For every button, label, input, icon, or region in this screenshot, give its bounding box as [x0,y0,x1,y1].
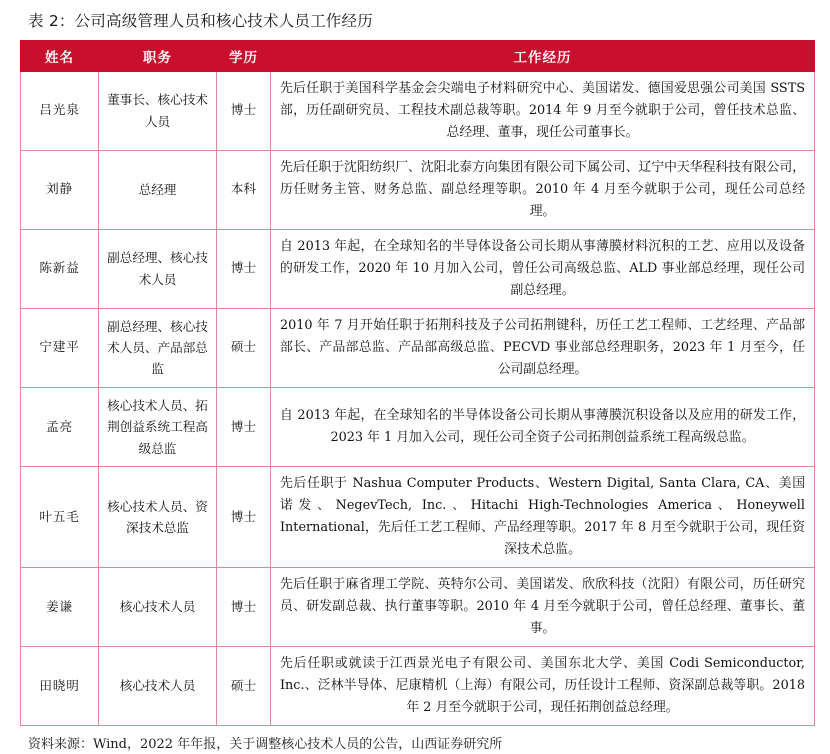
executives-table [20,40,815,726]
cell-name: 姜谦 [21,567,99,646]
cell-position: 核心技术人员 [99,646,217,725]
cell-experience: 自 2013 年起，在全球知名的半导体设备公司长期从事薄膜沉积设备以及应用的研发工作，2023 年 1 月加入公司，现任公司全资子公司拓荆创益系统工程高级总监。 [271,387,815,466]
cell-name: 田晓明 [21,646,99,725]
page-title: 表 2：公司高级管理人员和核心技术人员工作经历 [28,12,373,30]
table-row [21,229,815,308]
column-header-education: 学历 [217,40,271,71]
cell-position: 核心技术人员 [99,567,217,646]
cell-name: 陈新益 [21,229,99,308]
table-row [21,646,815,725]
cell-education: 硕士 [217,308,271,387]
cell-position: 核心技术人员、资深技术总监 [99,466,217,567]
cell-education: 硕士 [217,646,271,725]
cell-experience: 先后任职于 Nashua Computer Products、Western Digital, Santa Clara, CA、美国诺发、NegevTech, Inc.、Hitachi High-Technologies America、Honeywell International，先后任工艺工程师、产品经理等职。2017 年 8 月至今就职于公司，现任资深技术总监。 [271,466,815,567]
cell-name: 孟亮 [21,387,99,466]
cell-position: 副总经理、核心技术人员 [99,229,217,308]
column-header-experience: 工作经历 [271,40,815,71]
column-header-position: 职务 [99,40,217,71]
cell-position: 副总经理、核心技术人员、产品部总监 [99,308,217,387]
cell-education: 博士 [217,567,271,646]
cell-education: 博士 [217,229,271,308]
table-header-row [21,40,815,71]
cell-position: 总经理 [99,150,217,229]
cell-experience: 先后任职于美国科学基金会尖端电子材料研究中心、美国诺发、德国爱思强公司美国 SSTS 部，历任副研究员、工程技术副总裁等职。2014 年 9 月至今就职于公司，曾任技术总监、总经理、董事，现任公司董事长。 [271,71,815,150]
cell-experience: 自 2013 年起，在全球知名的半导体设备公司长期从事薄膜材料沉积的工艺、应用以及设备的研发工作，2020 年 10 月加入公司，曾任公司高级总监、ALD 事业部总经理，现任公司副总经理。 [271,229,815,308]
cell-name: 叶五毛 [21,466,99,567]
cell-education: 博士 [217,71,271,150]
cell-education: 博士 [217,466,271,567]
cell-experience: 先后任职于沈阳纺织厂、沈阳北泰方向集团有限公司下属公司、辽宁中天华程科技有限公司，历任财务主管、财务总监、副总经理等职。2010 年 4 月至今就职于公司，现任公司总经理。 [271,150,815,229]
table-row [21,71,815,150]
cell-name: 宁建平 [21,308,99,387]
cell-name: 刘静 [21,150,99,229]
cell-experience: 先后任职或就读于江西景光电子有限公司、美国东北大学、美国 Codi Semiconductor, Inc.、泛林半导体、尼康精机（上海）有限公司，历任设计工程师、资深副总裁等职。2018 年 2 月至今就职于公司，现任拓荆创益总经理。 [271,646,815,725]
source-note: 资料来源：Wind，2022 年年报，关于调整核心技术人员的公告，山西证券研究所 [28,736,503,752]
table-row [21,387,815,466]
table-row [21,466,815,567]
table-body [21,71,815,725]
table-row [21,308,815,387]
column-header-name: 姓名 [21,40,99,71]
cell-education: 本科 [217,150,271,229]
table-row [21,150,815,229]
table-row [21,567,815,646]
table-header [21,40,815,71]
cell-experience: 2010 年 7 月开始任职于拓荆科技及子公司拓荆键科，历任工艺工程师、工艺经理、产品部部长、产品部总监、产品部高级总监、PECVD 事业部总经理职务，2023 年 1 月至今，任公司副总经理。 [271,308,815,387]
cell-position: 核心技术人员、拓荆创益系统工程高级总监 [99,387,217,466]
cell-experience: 先后任职于麻省理工学院、英特尔公司、美国诺发、欣欣科技（沈阳）有限公司，历任研究员、研发副总裁、执行董事等职。2010 年 4 月至今就职于公司，曾任总经理、董事长、董事。 [271,567,815,646]
cell-name: 吕光泉 [21,71,99,150]
cell-position: 董事长、核心技术人员 [99,71,217,150]
cell-education: 博士 [217,387,271,466]
